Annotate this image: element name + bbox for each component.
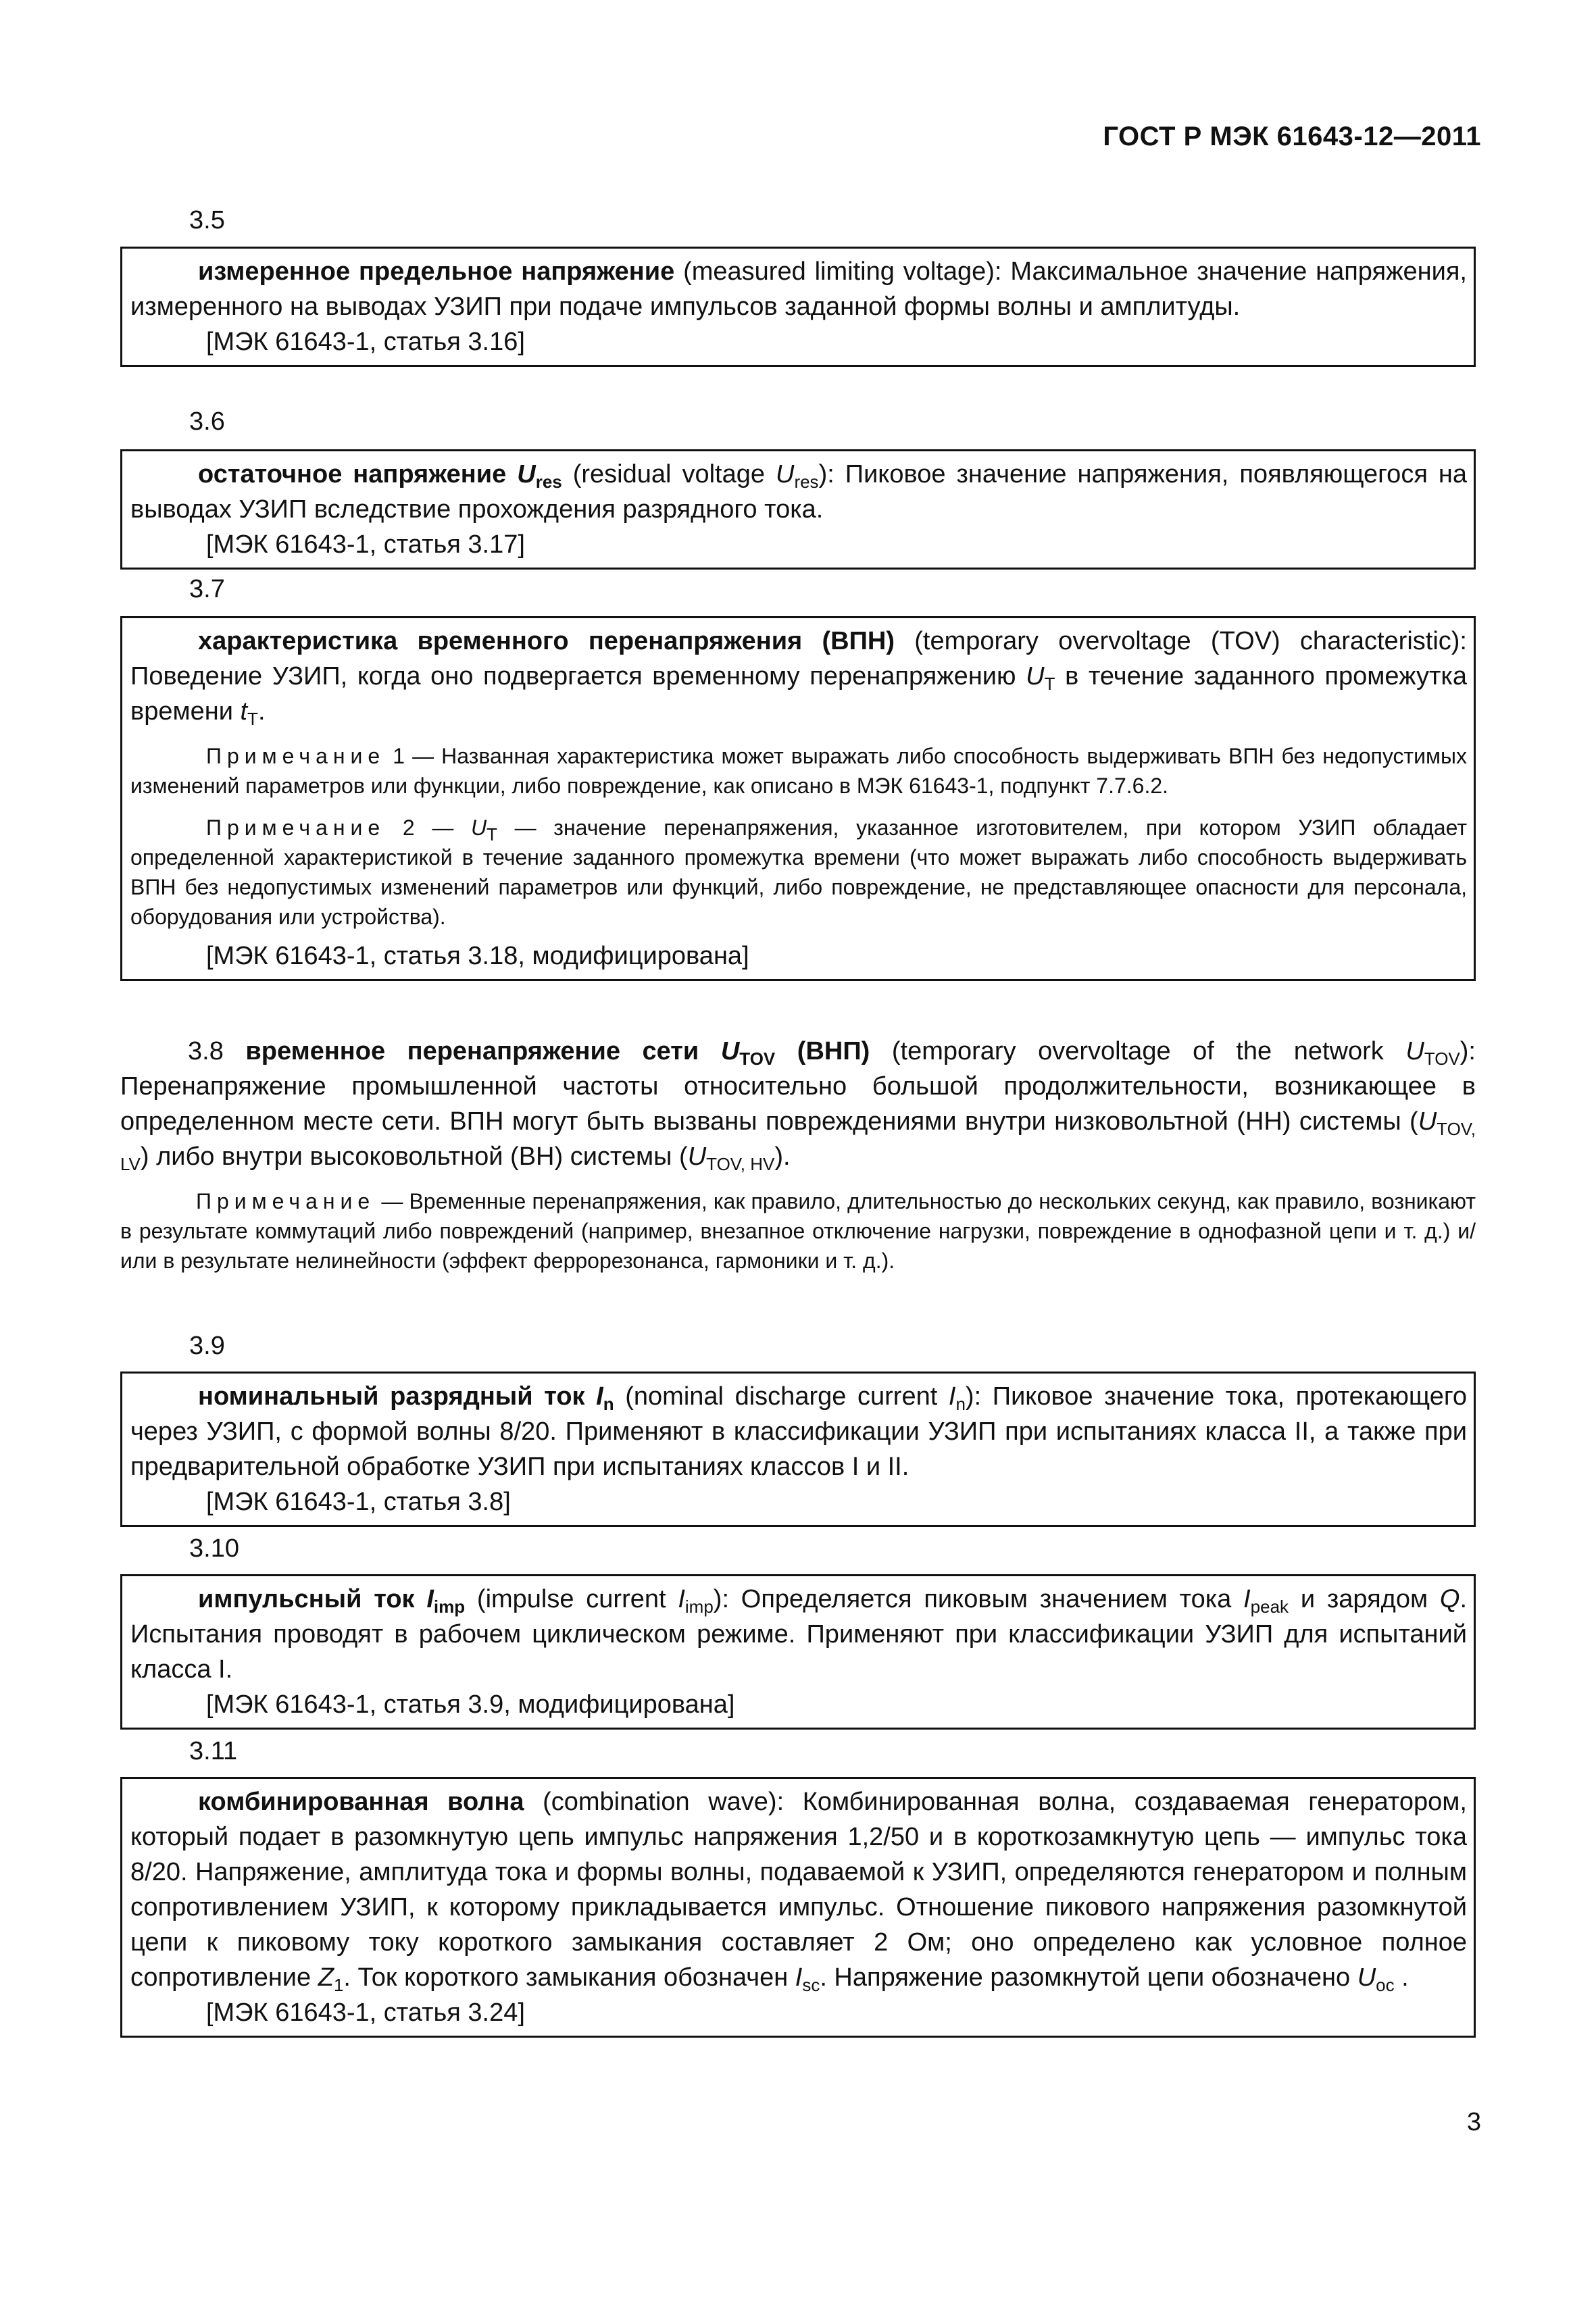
reference: [МЭК 61643-1, статья 3.9, модифицирована] <box>206 1690 735 1719</box>
section-number: 3.6 <box>189 407 225 436</box>
definition-3-8 <box>120 1034 1476 1276</box>
definition-text: остаточное напряжение $U_{res}$ (residual voltage $U_{res}$): Пиковое значение напряжения, появляющегося на выводах УЗИП вследствие прохождения разрядного тока. <box>130 460 1468 524</box>
definition-text: 3.8 временное перенапряжение сети $U_{TOV}$ (ВНП) (temporary overvoltage of the network $U_{TOV}$): Перенапряжение промышленной частоты относительно большой продолжительности, возникающее в определенном месте сети. ВПН могут быть вызваны повреждениями внутри низковольтной (НН) системы $(U_{TOV, LV})$ либо внутри высоковольтной (ВН) системы $(U_{TOV, HV})$. <box>120 1037 1476 1174</box>
note-1: Примечание 1 — Названная характеристика может выражать либо способность выдерживать ВПН без недопустимых изменений параметров или функции, либо повреждение, как описано в МЭК 61643-1, подпункт 7.7.6.2. <box>130 744 1467 798</box>
reference: [МЭК 61643-1, статья 3.8] <box>206 1488 511 1516</box>
definition-box-3-7 <box>120 616 1476 981</box>
note: Примечание — Временные перенапряжения, как правило, длительностью до нескольких секунд, как правило, возникают в результате коммутаций либо повреждений (например, внезапное отключение нагрузки, повреждение в однофазной цепи и т. д.) и/или в результате нелинейности (эффект феррорезонанса, гармоники и т. д.). <box>120 1189 1476 1273</box>
term: измеренное предельное напряжение <box>198 257 675 286</box>
section-number: 3.9 <box>189 1332 225 1360</box>
definition-text: характеристика временного перенапряжения (ВПН) (temporary overvoltage (TOV) characteristic): Поведение УЗИП, когда оно подвергается временному перенапряжению $U_T$ в течение заданного промежутка времени $t_T$. <box>130 627 1467 729</box>
note-2: Примечание 2 — $U_T$ — значение перенапряжения, указанное изготовителем, при котором УЗИП обладает определенной характеристикой в течение заданного промежутка времени (что может выражать либо способность выдерживать ВПН без недопустимых изменений параметров или функций, либо повреждение, не представляющее опасности для персонала, оборудования или устройства). <box>130 815 1468 929</box>
reference: [МЭК 61643-1, статья 3.18, модифицирована] <box>206 942 749 970</box>
term: импульсный ток $I_{imp}$ <box>198 1585 466 1617</box>
document-header: ГОСТ Р МЭК 61643-12—2011 <box>1103 122 1481 151</box>
section-number: 3.5 <box>189 206 225 234</box>
definition-box-3-5 <box>120 247 1476 367</box>
reference: [МЭК 61643-1, статья 3.24] <box>206 1998 525 2027</box>
reference: [МЭК 61643-1, статья 3.16] <box>206 328 525 356</box>
term: номинальный разрядный ток $I_n$ <box>198 1382 614 1414</box>
definition-box-3-10 <box>120 1574 1476 1730</box>
definition-box-3-6 <box>120 449 1476 570</box>
definition-box-3-11 <box>120 1777 1476 2038</box>
term: временное перенапряжение сети $U_{TOV}$ (ВНП) <box>245 1037 870 1069</box>
definition-text: комбинированная волна (combination wave): Комбинированная волна, создаваемая генератором, который подает в разомкнутую цепь импульс напряжения 1,2/50 и в короткозамкнутую цепь — импульс тока 8/20. Напряжение, амплитуда тока и формы волны, подаваемой к УЗИП, определяются генератором и полным сопротивлением УЗИП, к которому прикладывается импульс. Отношение пикового напряжения разомкнутой цепи к пиковому току короткого замыкания составляет 2 Ом; оно определено как условное полное сопротивление $Z_1$. Ток короткого замыкания обозначен $I_{sc}$. Напряжение разомкнутой цепи обозначено $U_{oc}$ . <box>130 1788 1467 1995</box>
term: остаточное напряжение $U_{res}$ <box>198 460 562 492</box>
definition-box-3-9 <box>120 1372 1476 1527</box>
section-number: 3.7 <box>189 575 225 603</box>
definition-text: номинальный разрядный ток $I_n$ (nominal discharge current $I_n$): Пиковое значение тока, протекающего через УЗИП, с формой волны 8/20. Применяют в классификации УЗИП при испытаниях класса II, а также при предварительной обработке УЗИП при испытаниях классов I и II. <box>130 1382 1467 1481</box>
section-number: 3.10 <box>189 1534 239 1563</box>
definition-text: импульсный ток $I_{imp}$ (impulse current $I_{imp}$): Определяется пиковым значением тока $I_{peak}$ и зарядом Q. Испытания проводят в рабочем циклическом режиме. Применяют при классификации УЗИП для испытаний класса I. <box>130 1585 1467 1684</box>
term: комбинированная волна <box>198 1788 524 1816</box>
definition-text: измеренное предельное напряжение (measured limiting voltage): Максимальное значение напряжения, измеренного на выводах УЗИП при подаче импульсов заданной формы волны и амплитуды. <box>130 257 1467 321</box>
term: характеристика временного перенапряжения (ВПН) <box>198 627 895 655</box>
page-number: 3 <box>1466 2108 1481 2136</box>
reference: [МЭК 61643-1, статья 3.17] <box>206 530 525 559</box>
section-number: 3.11 <box>189 1737 238 1765</box>
